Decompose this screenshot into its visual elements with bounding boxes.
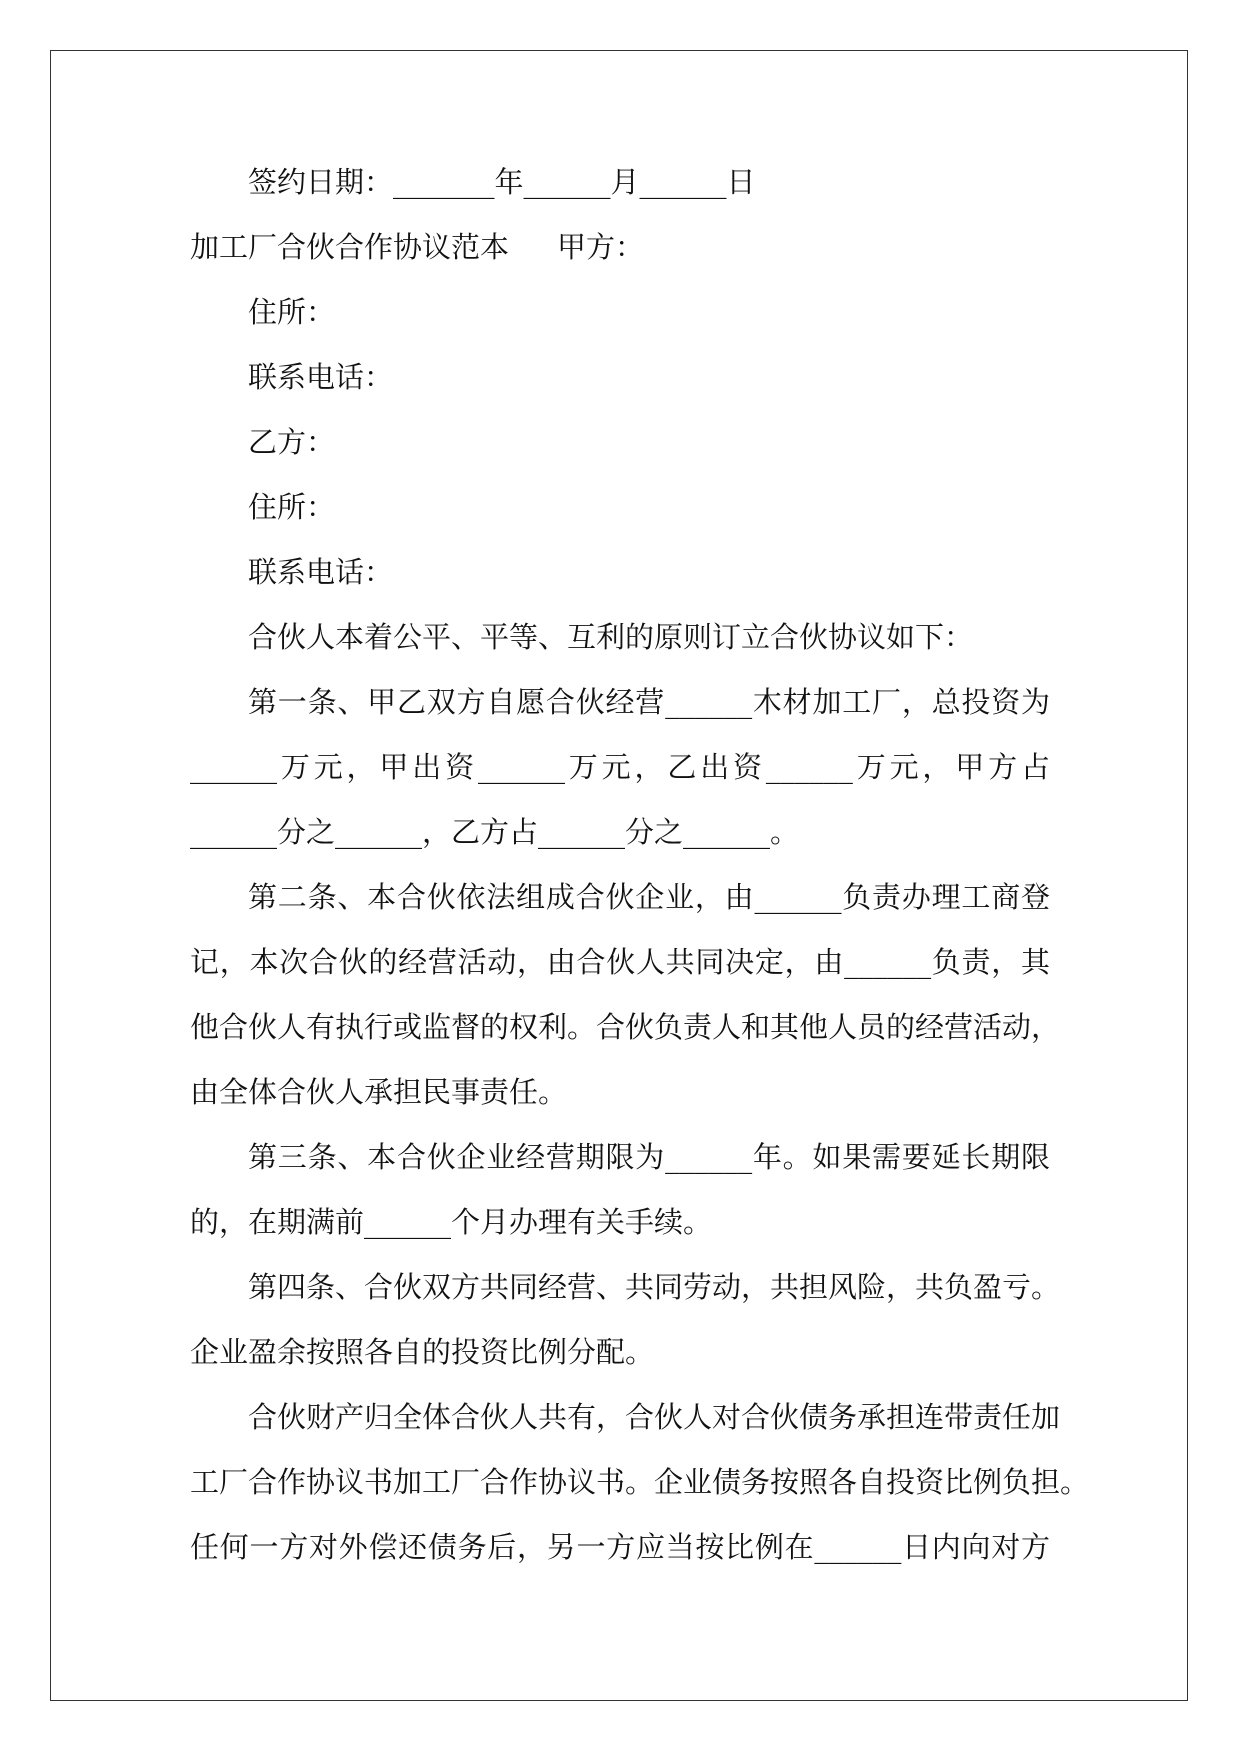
article-4-line-2: 企业盈余按照各自的投资比例分配。 — [190, 1335, 655, 1369]
document-title: 加工厂合伙合作协议范本 — [190, 230, 510, 264]
article-1-line-1: 第一条、甲乙双方自愿合伙经营______木材加工厂，总投资为 — [248, 685, 1050, 719]
property-paragraph-line-3: 任何一方对外偿还债务后，另一方应当按比例在______日内向对方 — [190, 1530, 1050, 1564]
article-2-line-2: 记，本次合伙的经营活动，由合伙人共同决定，由______负责，其 — [190, 945, 1050, 979]
document-body — [190, 150, 1090, 1580]
article-4-line-1: 第四条、合伙双方共同经营、共同劳动，共担风险，共负盈亏。 — [248, 1270, 1061, 1304]
article-2-line-4: 由全体合伙人承担民事责任。 — [190, 1075, 568, 1109]
property-paragraph-line-2: 工厂合作协议书加工厂合作协议书。企业债务按照各自投资比例负担。 — [190, 1465, 1090, 1499]
party-b-label: 乙方： — [248, 425, 336, 459]
title-line — [190, 215, 1050, 280]
property-paragraph-line-1: 合伙财产归全体合伙人共有，合伙人对合伙债务承担连带责任加 — [248, 1400, 1061, 1434]
party-a-address: 住所： — [248, 295, 336, 329]
party-b-phone: 联系电话： — [248, 555, 394, 589]
article-3-line-2: 的，在期满前______个月办理有关手续。 — [190, 1205, 713, 1239]
article-1-line-2: ______万元，甲出资______万元，乙出资______万元，甲方占 — [190, 750, 1050, 784]
preamble-paragraph: 合伙人本着公平、平等、互利的原则订立合伙协议如下： — [248, 620, 974, 654]
article-2-line-1: 第二条、本合伙依法组成合伙企业，由______负责办理工商登 — [248, 880, 1050, 914]
signing-date-line: 签约日期：_______年______月______日 — [248, 165, 756, 199]
article-2-line-3: 他合伙人有执行或监督的权利。合伙负责人和其他人员的经营活动， — [190, 1010, 1061, 1044]
party-a-label: 甲方： — [557, 230, 645, 264]
article-1-line-3: ______分之______，乙方占______分之______。 — [190, 815, 800, 849]
party-a-phone: 联系电话： — [248, 360, 394, 394]
party-b-address: 住所： — [248, 490, 336, 524]
article-3-line-1: 第三条、本合伙企业经营期限为______年。如果需要延长期限 — [248, 1140, 1050, 1174]
